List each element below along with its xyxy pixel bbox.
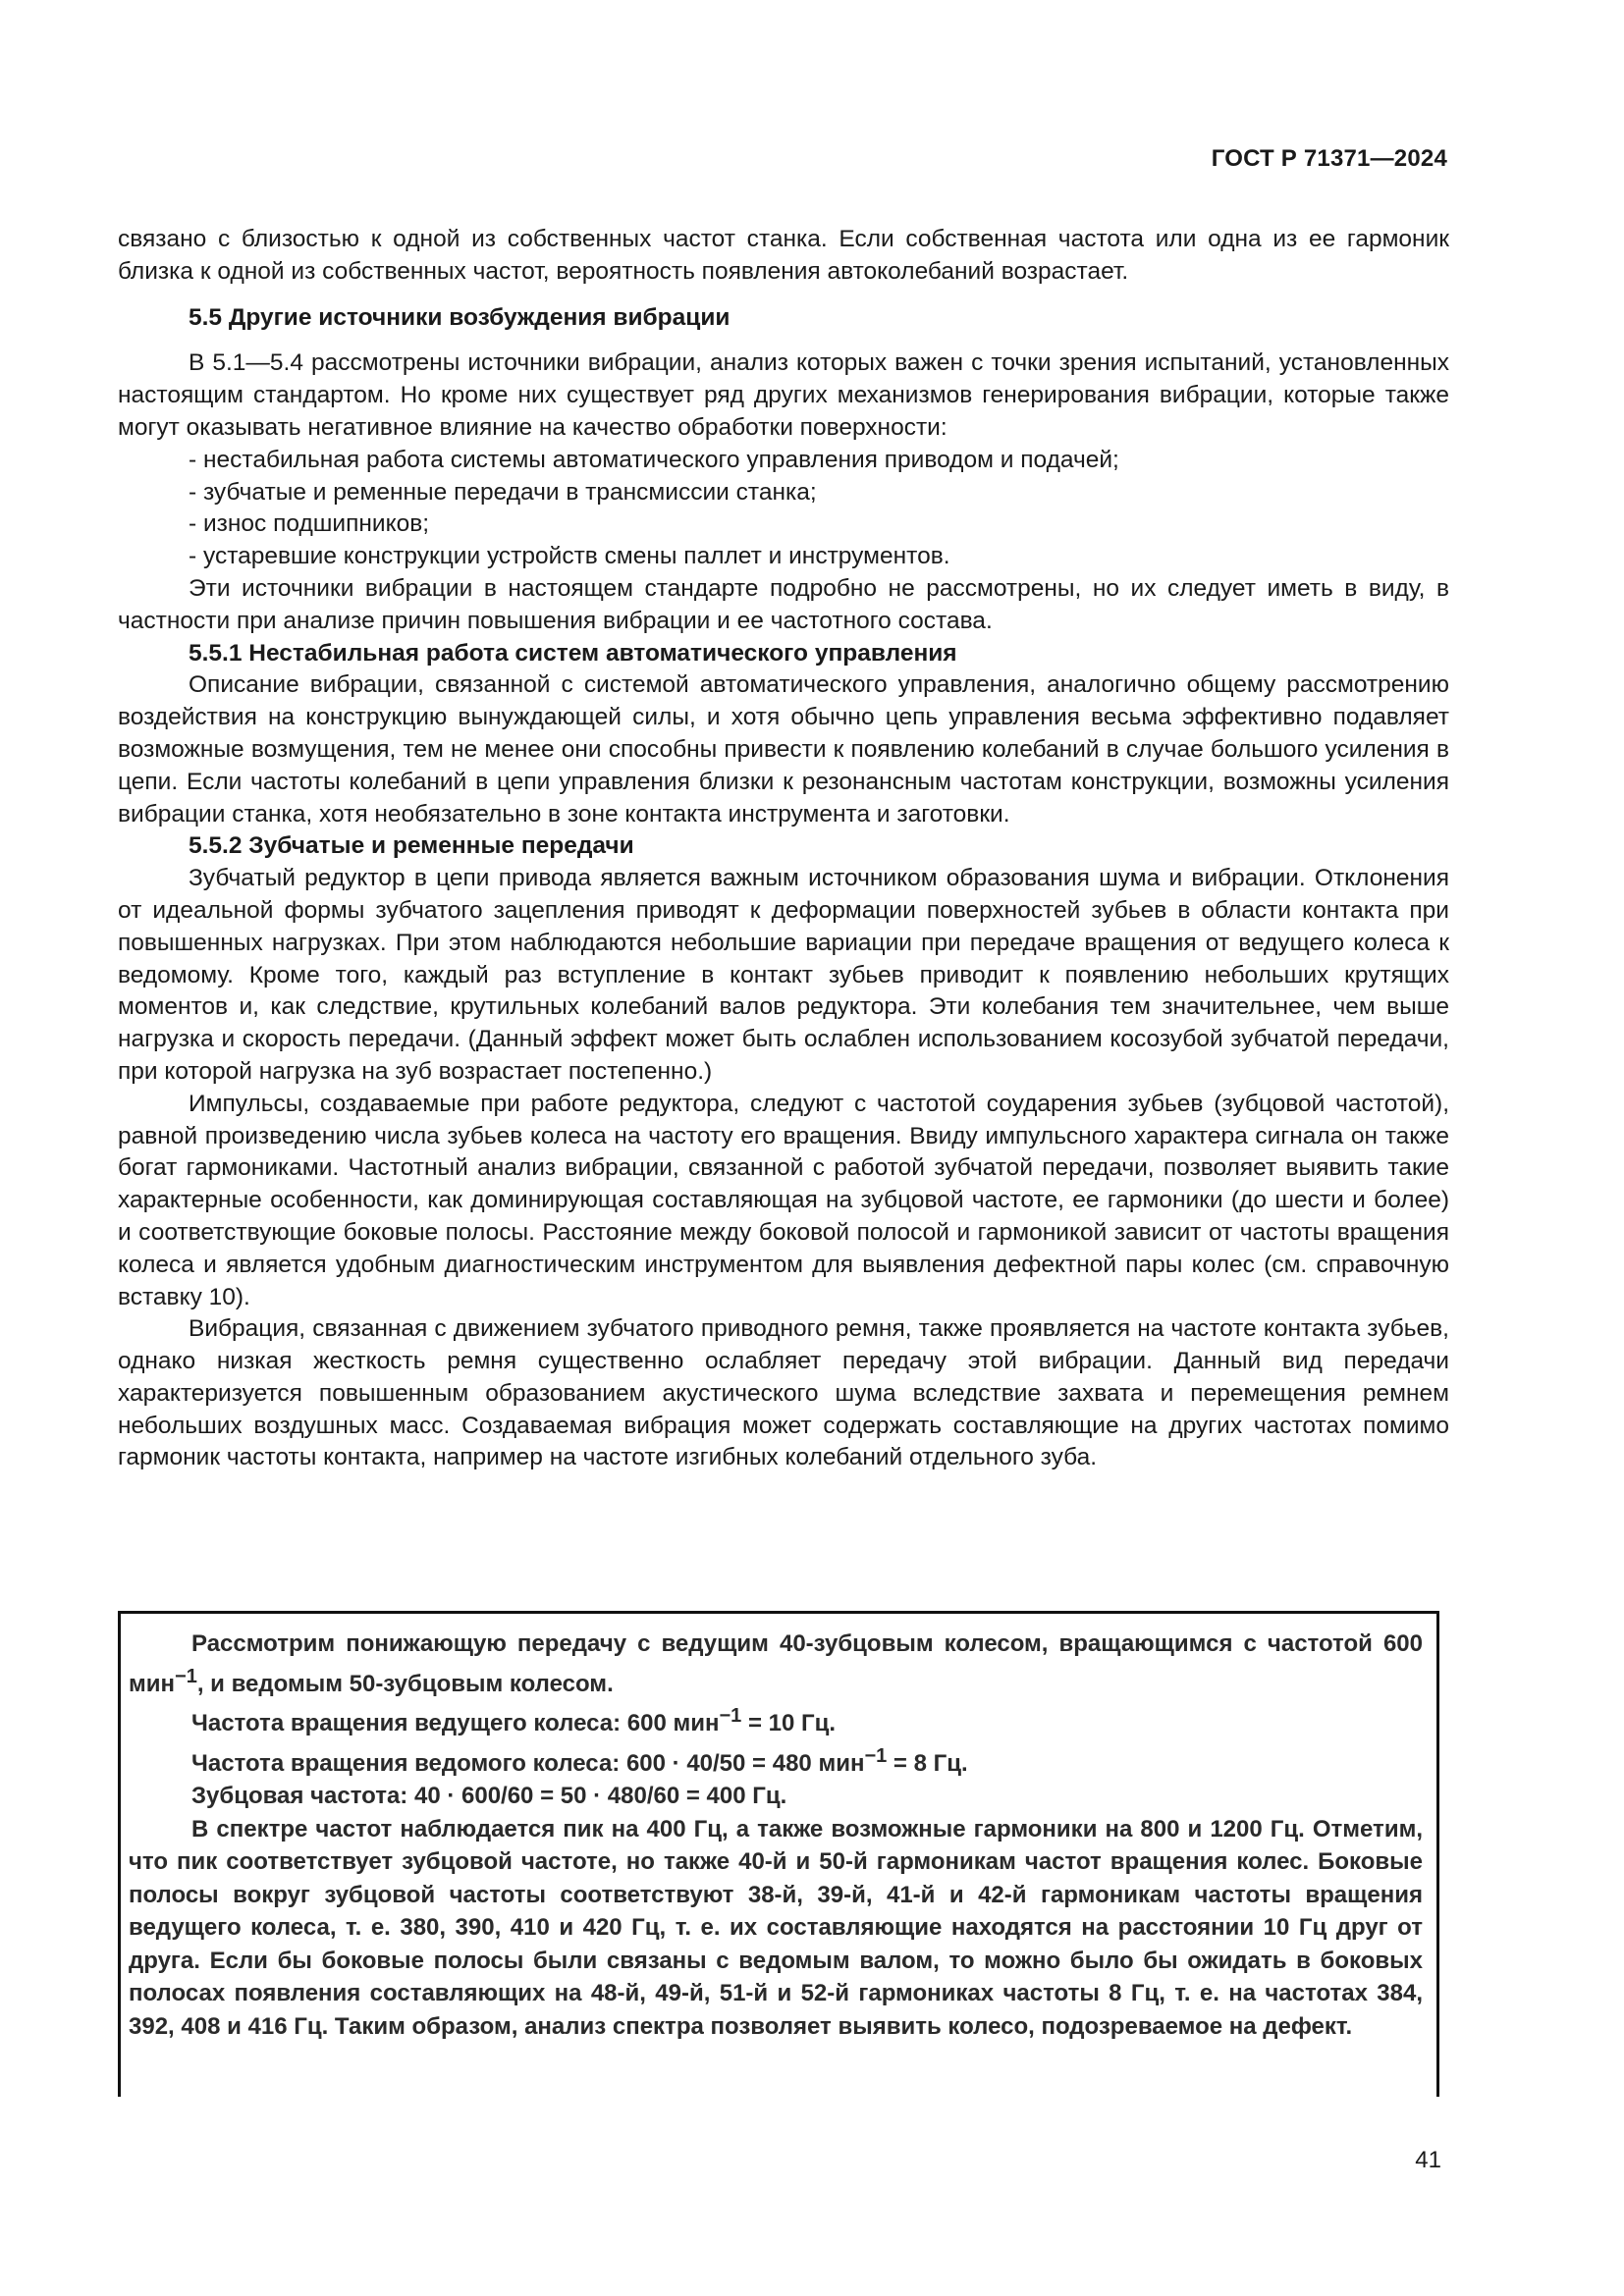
section-heading-5-5-1: 5.5.1 Нестабильная работа систем автоматического управления <box>189 639 957 667</box>
example-text <box>129 1628 1423 2043</box>
example-line-driven-speed: Частота вращения ведомого колеса: 600 · 40/50 = 480 мин$^{-1}$ = 8 Гц. <box>191 1744 968 1777</box>
example-line-driving-speed: Частота вращения ведущего колеса: 600 мин$^{-1}$ = 10 Гц. <box>191 1705 837 1736</box>
paragraph-5-5-end: Эти источники вибрации в настоящем стандарте подробно не рассмотрены, но их следует иметь в виду, в частности при анализе причин повышения вибрации и ее частотного состава. <box>118 574 1449 634</box>
example-line-spectrum-analysis: В спектре частот наблюдается пик на 400 Гц, а также возможные гармоники на 800 и 1200 Гц. Отметим, что пик соответствует зубцовой частоте, но также 40-й и 50-й гармоникам частот вращения колес. Боковые полосы вокруг зубцовой частоты соответствуют 38-й, 39-й, 41-й и 42-й гармоникам частоты вращения ведущего колеса, т. е. 380, 390, 410 и 420 Гц, т. е. их составляющие находятся на расстоянии 10 Гц друг от друга. Если бы боковые полосы были связаны с ведомым валом, то можно было бы ожидать в боковых полосах появления составляющих на 48-й, 49-й, 51-й и 52-й гармониках частоты 8 Гц, т. е. на частотах 384, 392, 408 и 416 Гц. Таким образом, анализ спектра позволяет выявить колесо, подозреваемое на дефект. <box>129 1815 1423 2040</box>
example-inset-box <box>118 1611 1439 2097</box>
example-line-gear-setup: Рассмотрим понижающую передачу с ведущим 40-зубцовым колесом, вращающимся с частотой 600 мин$^{-1}$, и ведомым 50-зубцовым колесом. <box>129 1630 1423 1697</box>
list-item: - нестабильная работа системы автоматического управления приводом и подачей; <box>189 446 1119 473</box>
paragraph-5-5-2-gear: Зубчатый редуктор в цепи привода является важным источником образования шума и вибрации. Отклонения от идеальной формы зубчатого зацепления приводят к деформации поверхностей зубьев в области контакта при повышенных нагрузках. При этом наблюдаются небольшие вариации при передаче вращения от ведущего колеса к ведомому. Кроме того, каждый раз вступление в контакт зубьев приводит к появлению небольших крутящих моментов и, как следствие, крутильных колебаний валов редуктора. Эти колебания тем значительнее, чем выше нагрузка и скорость передачи. (Данный эффект может быть ослаблен использованием косозубой зубчатой передачи, при которой нагрузка на зуб возрастает постепенно.) <box>118 865 1449 1085</box>
page-number: 41 <box>1415 2147 1441 2173</box>
paragraph-5-5: В 5.1—5.4 рассмотрены источники вибрации, анализ которых важен с точки зрения испытаний, установленных настоящим стандартом. Но кроме них существует ряд других механизмов генерирования вибрации, которые также могут оказывать негативное влияние на качество обработки поверхности: <box>118 349 1449 441</box>
paragraph-intro: связано с близостью к одной из собственных частот станка. Если собственная частота или одна из ее гармоник близка к одной из собственных частот, вероятность появления автоколебаний возрастает. <box>118 226 1449 285</box>
paragraph-5-5-2-belt: Вибрация, связанная с движением зубчатого приводного ремня, также проявляется на частоте контакта зубьев, однако низкая жесткость ремня существенно ослабляет передачу этой вибрации. Данный вид передачи характеризуется повышенным образованием акустического шума вследствие захвата и перемещения ремнем небольших воздушных масс. Создаваемая вибрация может содержать составляющие на других частотах помимо гармоник частоты контакта, например на частоте изгибных колебаний отдельного зуба. <box>118 1315 1449 1471</box>
paragraph-5-5-1: Описание вибрации, связанной с системой автоматического управления, аналогично общему рассмотрению воздействия на конструкцию вынуждающей силы, и хотя обычно цепь управления весьма эффективно подавляет возможные возмущения, тем не менее они способны привести к появлению колебаний в случае большого усиления в цепи. Если частоты колебаний в цепи управления близки к резонансным частотам конструкции, возможны усиления вибрации станка, хотя необязательно в зоне контакта инструмента и заготовки. <box>118 671 1449 828</box>
vibration-sources-list <box>118 445 1449 573</box>
section-heading-5-5-2: 5.5.2 Зубчатые и ременные передачи <box>189 832 634 860</box>
example-line-mesh-frequency: Зубцовая частота: 40 · 600/60 = 50 · 480/60 = 400 Гц. <box>191 1783 787 1809</box>
list-item: - зубчатые и ременные передачи в трансмиссии станка; <box>189 478 817 506</box>
list-item: - устаревшие конструкции устройств смены паллет и инструментов. <box>189 543 950 570</box>
list-item: - износ подшипников; <box>189 510 430 538</box>
section-heading-5-5: 5.5 Другие источники возбуждения вибрации <box>189 303 731 331</box>
paragraph-5-5-2-impulses: Импульсы, создаваемые при работе редуктора, следуют с частотой соударения зубьев (зубцовой частотой), равной произведению числа зубьев колеса на частоту его вращения. Ввиду импульсного характера сигнала он также богат гармониками. Частотный анализ вибрации, связанной с работой зубчатой передачи, позволяет выявить такие характерные особенности, как доминирующая составляющая на зубцовой частоте, ее гармоники (до шести и более) и соответствующие боковые полосы. Расстояние между боковой полосой и гармоникой зависит от частоты вращения колеса и является удобным диагностическим инструментом для выявления дефектной пары колес (см. справочную вставку 10). <box>118 1090 1449 1310</box>
main-text <box>118 224 1449 1474</box>
standard-designation: ГОСТ Р 71371—2024 <box>1211 145 1447 172</box>
